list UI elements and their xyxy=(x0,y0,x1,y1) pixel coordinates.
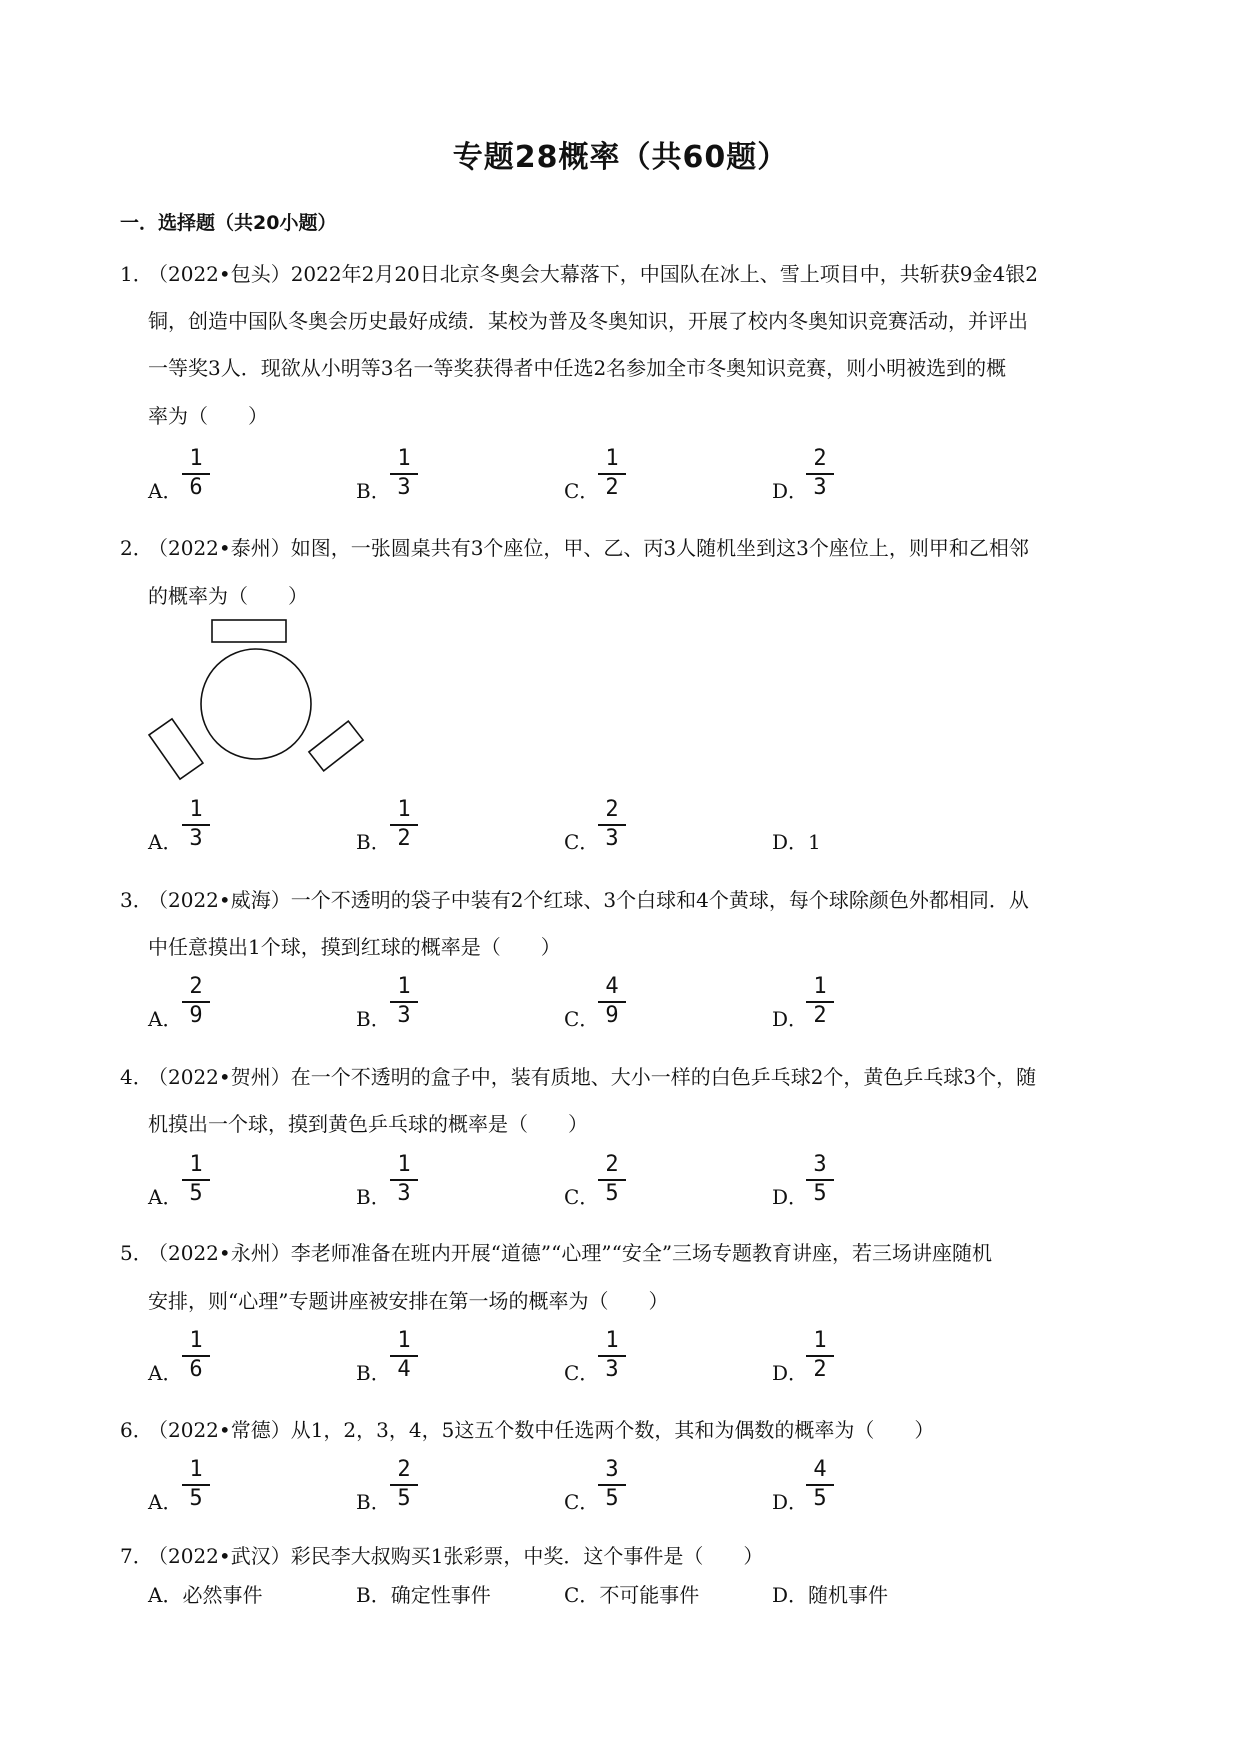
question-6-line-1 xyxy=(120,1414,934,1443)
round-table-figure xyxy=(148,618,378,788)
question-1-line-4: 率为（ ） xyxy=(148,404,268,428)
option-text: D．1 xyxy=(772,830,821,854)
round-table xyxy=(201,649,311,759)
fraction: $\frac{4}{9}$ xyxy=(598,974,626,1029)
question-1-line-2: 铜，创造中国队冬奥会历史最好成绩．某校为普及冬奥知识，开展了校内冬奥知识竞赛活动，并评出 xyxy=(148,309,1028,333)
fraction: $\frac{1}{2}$ xyxy=(390,797,418,852)
fraction: $\frac{1}{3}$ xyxy=(598,1328,626,1383)
question-7-options: A．必然事件 B．确定性事件 C．不可能事件 D．随机事件 xyxy=(148,1583,889,1607)
seat-top xyxy=(212,620,286,642)
question-text: （2022•包头）2022年2月20日北京冬奥会大幕落下，中国队在冰上、雪上项目中，共斩获9金4银2 xyxy=(148,262,1038,286)
question-1-line-1 xyxy=(120,258,1038,287)
question-text: （2022•威海）一个不透明的袋子中装有2个红球、3个白球和4个黄球，每个球除颜色外都相同．从 xyxy=(148,888,1029,912)
question-1-options: A． $\frac{1}{6}$ B． $\frac{1}{3}$ C． $\frac{1}{2}$ D． $\frac{2}{3}$ xyxy=(148,446,1148,506)
fraction: $\frac{2}{9}$ xyxy=(182,974,210,1029)
question-4-line-2: 机摸出一个球，摸到黄色乒乓球的概率是（ ） xyxy=(148,1112,588,1136)
question-text: （2022•永州）李老师准备在班内开展“道德”“心理”“安全”三场专题教育讲座，若三场讲座随机 xyxy=(148,1241,993,1265)
question-number: 4． xyxy=(120,1065,153,1089)
fraction: $\frac{1}{6}$ xyxy=(182,446,210,501)
question-4-options: A． $\frac{1}{5}$ B． $\frac{1}{3}$ C． $\frac{2}{5}$ D． $\frac{3}{5}$ xyxy=(148,1152,1148,1212)
question-number: 3． xyxy=(120,888,153,912)
fraction: $\frac{4}{5}$ xyxy=(806,1457,834,1512)
fraction: $\frac{2}{5}$ xyxy=(390,1457,418,1512)
question-text: （2022•贺州）在一个不透明的盒子中，装有质地、大小一样的白色乒乓球2个，黄色乒乓球3个，随 xyxy=(148,1065,1037,1089)
question-number: 6． xyxy=(120,1418,153,1442)
question-2-line-1 xyxy=(120,532,1029,561)
fraction: $\frac{1}{3}$ xyxy=(182,797,210,852)
question-7-line-1 xyxy=(120,1540,763,1569)
fraction: $\frac{1}{2}$ xyxy=(806,1328,834,1383)
question-3-options: A． $\frac{2}{9}$ B． $\frac{1}{3}$ C． $\frac{4}{9}$ D． $\frac{1}{2}$ xyxy=(148,974,1148,1034)
fraction: $\frac{1}{6}$ xyxy=(182,1328,210,1383)
fraction: $\frac{3}{5}$ xyxy=(598,1457,626,1512)
fraction: $\frac{2}{3}$ xyxy=(598,797,626,852)
question-5-options: A． $\frac{1}{6}$ B． $\frac{1}{4}$ C． $\frac{1}{3}$ D． $\frac{1}{2}$ xyxy=(148,1328,1148,1388)
question-1-line-3: 一等奖3人．现欲从小明等3名一等奖获得者中任选2名参加全市冬奥知识竞赛，则小明被选到的概 xyxy=(148,356,1007,380)
seat-right xyxy=(309,721,363,771)
fraction: $\frac{1}{5}$ xyxy=(182,1152,210,1207)
question-text: （2022•常德）从1，2，3，4，5这五个数中任选两个数，其和为偶数的概率为（ ） xyxy=(148,1418,935,1442)
question-4-line-1 xyxy=(120,1061,1036,1090)
fraction: $\frac{3}{5}$ xyxy=(806,1152,834,1207)
question-number: 5． xyxy=(120,1241,153,1265)
question-3-line-1 xyxy=(120,884,1029,913)
fraction: $\frac{2}{3}$ xyxy=(806,446,834,501)
fraction: $\frac{1}{3}$ xyxy=(390,446,418,501)
fraction: $\frac{2}{5}$ xyxy=(598,1152,626,1207)
fraction: $\frac{1}{5}$ xyxy=(182,1457,210,1512)
section-title: 一．选择题（共20小题） xyxy=(120,212,337,234)
page-title: 专题28概率（共60题） xyxy=(452,140,789,175)
fraction: $\frac{1}{3}$ xyxy=(390,974,418,1029)
fraction: $\frac{1}{3}$ xyxy=(390,1152,418,1207)
question-number: 7． xyxy=(120,1544,153,1568)
fraction: $\frac{1}{4}$ xyxy=(390,1328,418,1383)
question-2-line-2: 的概率为（ ） xyxy=(148,584,308,608)
question-5-line-1 xyxy=(120,1237,992,1266)
seat-left xyxy=(149,719,203,779)
question-number: 2． xyxy=(120,536,153,560)
question-number: 1． xyxy=(120,262,153,286)
question-6-options: A． $\frac{1}{5}$ B． $\frac{2}{5}$ C． $\frac{3}{5}$ D． $\frac{4}{5}$ xyxy=(148,1457,1148,1517)
question-text: （2022•武汉）彩民李大叔购买1张彩票，中奖．这个事件是（ ） xyxy=(148,1544,764,1568)
question-2-options: A． $\frac{1}{3}$ B． $\frac{1}{2}$ C． $\frac{2}{3}$ D．1 xyxy=(148,797,821,854)
question-3-line-2: 中任意摸出1个球，摸到红球的概率是（ ） xyxy=(148,935,561,959)
question-text: （2022•泰州）如图，一张圆桌共有3个座位，甲、乙、丙3人随机坐到这3个座位上，则甲和乙相邻 xyxy=(148,536,1029,560)
question-5-line-2: 安排，则“心理”专题讲座被安排在第一场的概率为（ ） xyxy=(148,1289,669,1313)
fraction: $\frac{1}{2}$ xyxy=(806,974,834,1029)
fraction: $\frac{1}{2}$ xyxy=(598,446,626,501)
